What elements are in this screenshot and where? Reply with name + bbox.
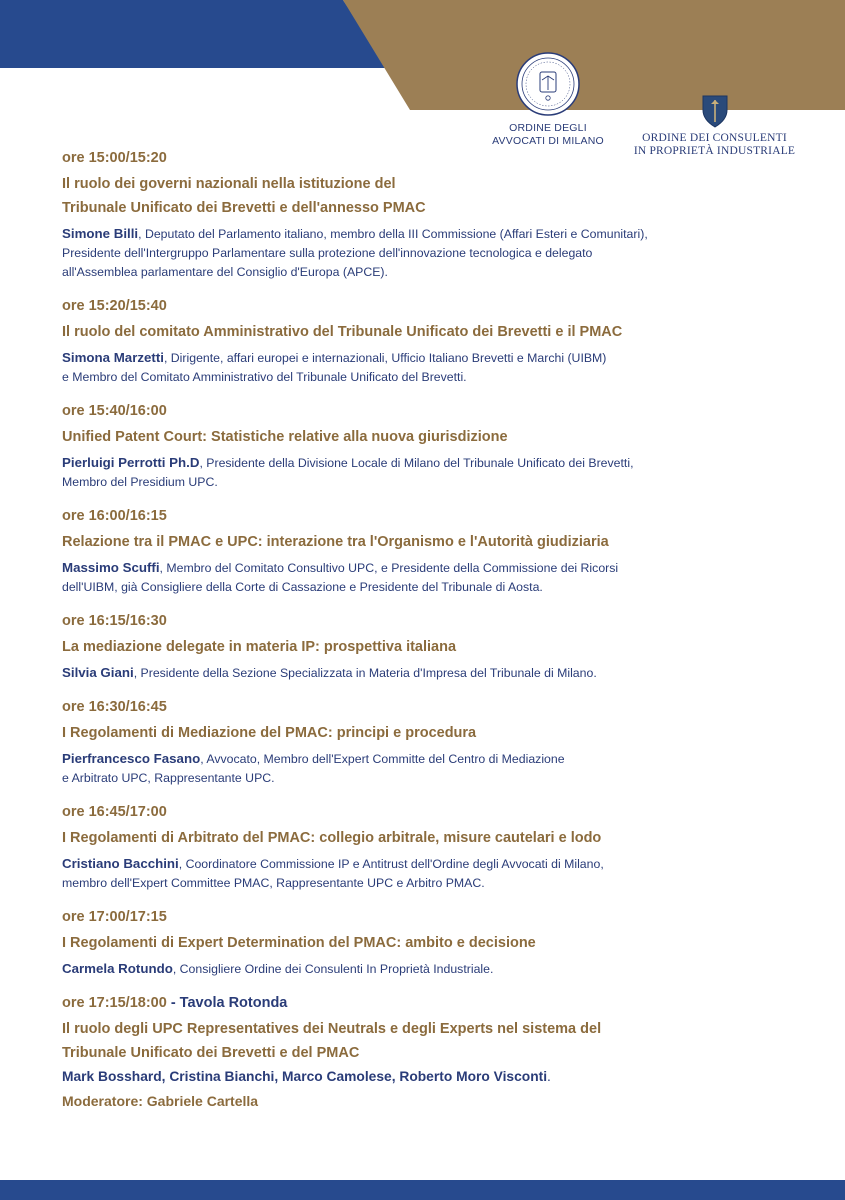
session-time: ore 16:00/16:15: [62, 508, 167, 524]
speaker-name: Carmela Rotundo: [62, 961, 173, 976]
speaker-role: , Presidente della Sezione Specializzata in Materia d'Impresa del Tribunale di Milano.: [133, 666, 597, 680]
session-time: ore 15:20/15:40: [62, 298, 167, 314]
session-title-line: Tribunale Unificato dei Brevetti e dell'annesso PMAC: [62, 200, 426, 216]
session-speaker-desc: [62, 348, 802, 387]
session-time: [62, 993, 802, 1013]
round-table-speakers: [62, 1065, 802, 1089]
session-speaker-desc: [62, 959, 802, 979]
speaker-role: membro dell'Expert Committee PMAC, Rappresentante UPC e Arbitro PMAC.: [62, 876, 485, 890]
session-title: [62, 1017, 802, 1065]
session-item: [62, 697, 802, 788]
session-item: [62, 401, 802, 492]
speaker-name: Silvia Giani: [62, 665, 134, 680]
session-title-line: Unified Patent Court: Statistiche relative alla nuova giurisdizione: [62, 429, 508, 445]
speaker-names-end: .: [547, 1069, 551, 1084]
session-title-line: Il ruolo degli UPC Representatives dei Neutrals e degli Experts nel sistema del: [62, 1021, 602, 1037]
session-time: ore 16:30/16:45: [62, 699, 167, 715]
speaker-role: all'Assemblea parlamentare del Consiglio d'Europa (APCE).: [62, 265, 388, 279]
logo-ordine-avvocati: [478, 52, 618, 148]
speaker-role: , Avvocato, Membro dell'Expert Committe del Centro di Mediazione: [200, 752, 565, 766]
session-item: [62, 296, 802, 387]
session-speaker-desc: [62, 453, 802, 492]
session-title-line: Relazione tra il PMAC e UPC: interazione tra l'Organismo e l'Autorità giudiziaria: [62, 534, 609, 550]
logo-left-line1: ORDINE DEGLI: [509, 122, 587, 134]
logo-right-line2: IN PROPRIETÀ INDUSTRIALE: [633, 145, 796, 157]
session-title: [62, 320, 802, 344]
session-item: [62, 611, 802, 683]
session-time: ore 16:45/17:00: [62, 804, 167, 820]
speaker-name: Massimo Scuffi: [62, 560, 160, 575]
speaker-role: , Presidente della Divisione Locale di Milano del Tribunale Unificato dei Brevetti,: [199, 456, 634, 470]
program-content: [62, 148, 802, 1127]
speaker-role: , Coordinatore Commissione IP e Antitrust dell'Ordine degli Avvocati di Milano,: [178, 857, 604, 871]
footer-bar: [0, 1180, 845, 1200]
speaker-name: Simone Billi: [62, 226, 139, 241]
session-speaker-desc: [62, 558, 802, 597]
speaker-names: Mark Bosshard, Cristina Bianchi, Marco Camolese, Roberto Moro Visconti: [62, 1069, 548, 1084]
speaker-role: , Membro del Comitato Consultivo UPC, e Presidente della Commissione dei Ricorsi: [159, 561, 619, 575]
speaker-role: , Deputato del Parlamento italiano, membro della III Commissione (Affari Esteri e Comunitari),: [138, 227, 648, 241]
speaker-role: Membro del Presidium UPC.: [62, 475, 218, 489]
speaker-role: Presidente dell'Intergruppo Parlamentare sulla protezione dell'innovazione tecnologica e delegato: [62, 246, 593, 260]
speaker-name: Simona Marzetti: [62, 350, 164, 365]
round-table-label: - Tavola Rotonda: [166, 995, 288, 1011]
session-item: [62, 148, 802, 282]
session-title: [62, 721, 802, 745]
moderator-line: Moderatore: Gabriele Cartella: [62, 1093, 259, 1109]
logo-right-line1: ORDINE DEI CONSULENTI: [642, 132, 787, 144]
shield-emblem-icon: [700, 94, 730, 128]
session-title-line: I Regolamenti di Arbitrato del PMAC: collegio arbitrale, misure cautelari e lodo: [62, 830, 602, 846]
speaker-role: e Membro del Comitato Amministrativo del Tribunale Unificato del Brevetti.: [62, 370, 467, 384]
session-speaker-desc: [62, 224, 802, 282]
session-title-line: La mediazione delegate in materia IP: prospettiva italiana: [62, 639, 457, 655]
session-title: [62, 530, 802, 554]
speaker-role: e Arbitrato UPC, Rappresentante UPC.: [62, 771, 275, 785]
session-title-line: Il ruolo del comitato Amministrativo del Tribunale Unificato dei Brevetti e il PMAC: [62, 324, 623, 340]
bar-association-seal-icon: [516, 52, 580, 116]
session-title: [62, 425, 802, 449]
speaker-name: Cristiano Bacchini: [62, 856, 179, 871]
session-item: [62, 907, 802, 979]
speaker-name: Pierfrancesco Fasano: [62, 751, 201, 766]
speaker-role: , Consigliere Ordine dei Consulenti In Proprietà Industriale.: [172, 962, 494, 976]
session-title: [62, 635, 802, 659]
session-title-line: I Regolamenti di Expert Determination del PMAC: ambito e decisione: [62, 935, 536, 951]
session-title-line: Il ruolo dei governi nazionali nella istituzione del: [62, 176, 396, 192]
speaker-role: dell'UIBM, già Consigliere della Corte di Cassazione e Presidente del Tribunale di Aosta.: [62, 580, 543, 594]
final-session-time: ore 17:15/18:00: [62, 995, 167, 1011]
session-title-line: I Regolamenti di Mediazione del PMAC: principi e procedura: [62, 725, 477, 741]
session-title: [62, 826, 802, 850]
session-title: [62, 931, 802, 955]
session-title: [62, 172, 802, 220]
speaker-role: , Dirigente, affari europei e internazionali, Ufficio Italiano Brevetti e Marchi (UIBM): [163, 351, 607, 365]
session-speaker-desc: [62, 854, 802, 893]
session-speaker-desc: [62, 663, 802, 683]
session-title-line: Tribunale Unificato dei Brevetti e del PMAC: [62, 1045, 360, 1061]
session-item: [62, 506, 802, 597]
session-time: ore 15:00/15:20: [62, 150, 167, 166]
session-speaker-desc: [62, 749, 802, 788]
speaker-name: Pierluigi Perrotti Ph.D: [62, 455, 200, 470]
session-time: ore 15:40/16:00: [62, 403, 167, 419]
session-time: ore 17:00/17:15: [62, 909, 167, 925]
logo-left-line2: AVVOCATI DI MILANO: [492, 135, 604, 147]
session-item: [62, 802, 802, 893]
final-session-item: [62, 993, 802, 1113]
session-time: ore 16:15/16:30: [62, 613, 167, 629]
